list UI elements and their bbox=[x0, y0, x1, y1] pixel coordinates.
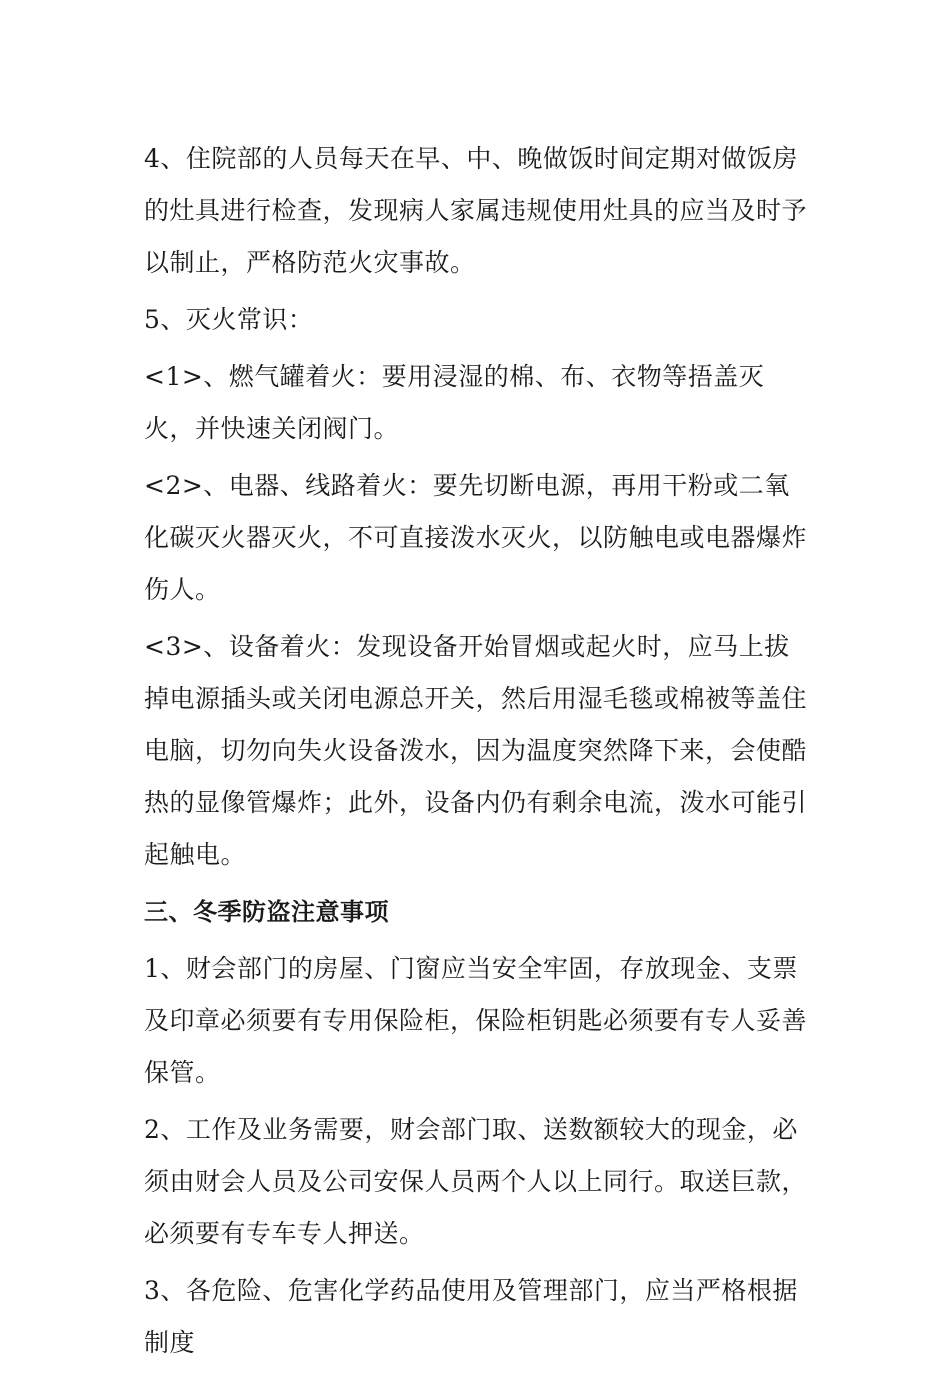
paragraph-5-fire-knowledge: 5、灭火常识： bbox=[144, 305, 314, 334]
paragraph-4-kitchen-inspection: 4、住院部的人员每天在早、中、晚做饭时间定期对做饭房的灶具进行检查，发现病人家属违规使用灶具的应当及时予以制止，严格防范火灾事故。 bbox=[144, 144, 808, 277]
document-body bbox=[144, 133, 814, 1374]
section-heading-winter-theft: 三、冬季防盗注意事项 bbox=[144, 898, 389, 926]
paragraph-1-finance-security: 1、财会部门的房屋、门窗应当安全牢固，存放现金、支票及印章必须要有专用保险柜，保险柜钥匙必须要有专人妥善保管。 bbox=[144, 954, 808, 1087]
paragraph-2-cash-transport: 2、工作及业务需要，财会部门取、送数额较大的现金，必须由财会人员及公司安保人员两个人以上同行。取送巨款，必须要有专车专人押送。 bbox=[144, 1115, 808, 1248]
paragraph-3-hazardous-chemicals: 3、各危险、危害化学药品使用及管理部门，应当严格根据制度 bbox=[144, 1276, 798, 1357]
paragraph-gas-tank-fire: <1>、燃气罐着火：要用浸湿的棉、布、衣物等捂盖灭火，并快速关闭阀门。 bbox=[144, 362, 765, 443]
paragraph-electrical-fire: <2>、电器、线路着火：要先切断电源，再用干粉或二氧化碳灭火器灭火，不可直接泼水灭火，以防触电或电器爆炸伤人。 bbox=[144, 471, 808, 604]
paragraph-equipment-fire: <3>、设备着火：发现设备开始冒烟或起火时，应马上拔掉电源插头或关闭电源总开关，然后用湿毛毯或棉被等盖住电脑，切勿向失火设备泼水，因为温度突然降下来，会使酷热的显像管爆炸；此外，设备内仍有剩余电流，泼水可能引起触电。 bbox=[144, 632, 808, 869]
